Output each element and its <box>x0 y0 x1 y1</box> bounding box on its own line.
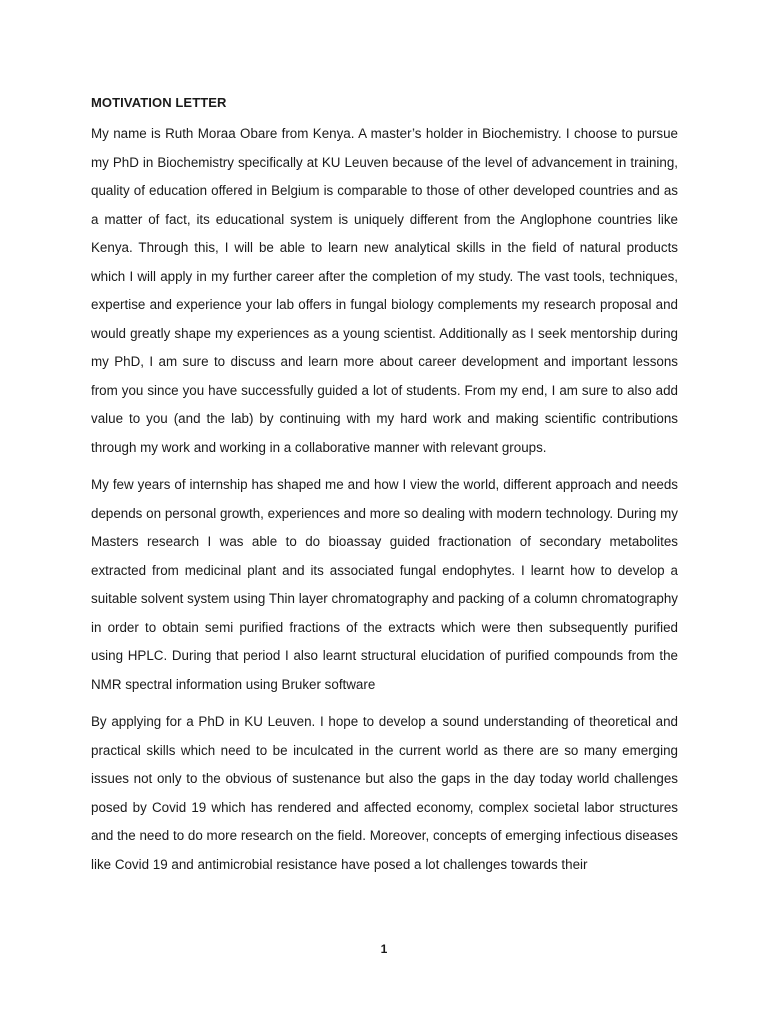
letter-body <box>91 94 678 888</box>
paragraph-internship: My few years of internship has shaped me and how I view the world, different approach and needs depends on personal growth, experiences and more so dealing with modern technology. During my Masters research I was able to do bioassay guided fractionation of secondary metabolites extracted from medicinal plant and its associated fungal endophytes. I learnt how to develop a suitable solvent system using Thin layer chromatography and packing of a column chromatography in order to obtain semi purified fractions of the extracts which were then subsequently purified using HPLC. During that period I also learnt structural elucidation of purified compounds from the NMR spectral information using Bruker software <box>91 477 678 692</box>
page-number: 1 <box>380 942 388 956</box>
paragraph-introduction: My name is Ruth Moraa Obare from Kenya. A master’s holder in Biochemistry. I choose to pursue my PhD in Biochemistry specifically at KU Leuven because of the level of advancement in training, quality of education offered in Belgium is comparable to those of other developed countries and as a matter of fact, its educational system is uniquely different from the Anglophone countries like Kenya. Through this, I will be able to learn new analytical skills in the field of natural products which I will apply in my further career after the completion of my study. The vast tools, techniques, expertise and experience your lab offers in fungal biology complements my research proposal and would greatly shape my experiences as a young scientist. Additionally as I seek mentorship during my PhD, I am sure to discuss and learn more about career development and important lessons from you since you have successfully guided a lot of students. From my end, I am sure to also add value to you (and the lab) by continuing with my hard work and making scientific contributions through my work and working in a collaborative manner with relevant groups. <box>91 126 678 455</box>
paragraph-phd-goals: By applying for a PhD in KU Leuven. I hope to develop a sound understanding of theoretical and practical skills which need to be inculcated in the current world as there are so many emerging issues not only to the obvious of sustenance but also the gaps in the day today world challenges posed by Covid 19 which has rendered and affected economy, complex societal labor structures and the need to do more research on the field. Moreover, concepts of emerging infectious diseases like Covid 19 and antimicrobial resistance have posed a lot challenges towards their <box>91 714 678 872</box>
letter-title: MOTIVATION LETTER <box>91 95 227 110</box>
